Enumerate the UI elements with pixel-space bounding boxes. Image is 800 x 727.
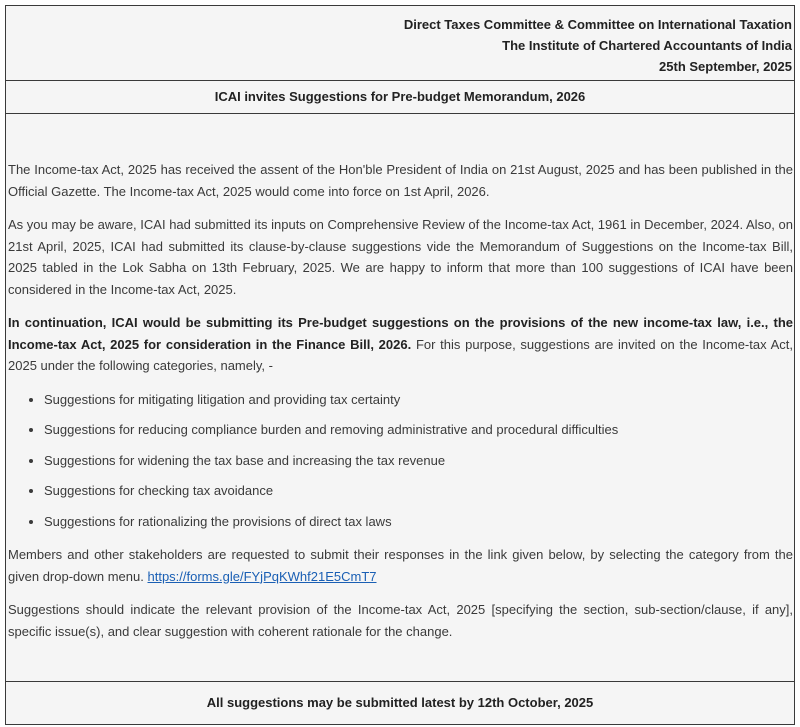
- list-item: • Suggestions for checking tax avoidance: [44, 480, 793, 502]
- list-item: • Suggestions for widening the tax base and increasing the tax revenue: [44, 450, 793, 472]
- paragraph-1: The Income-tax Act, 2025 has received the assent of the Hon'ble President of India on 21st August, 2025 and has been published in the Official Gazette. The Income-tax Act, 2025 would come into force on 1st April, 2026.: [8, 162, 793, 199]
- paragraph-5: Suggestions should indicate the relevant provision of the Income-tax Act, 2025 [specifying the section, sub-section/clause, if any], specific issue(s), and clear suggestion with coherent rationale for the change.: [8, 602, 793, 639]
- list-item: • Suggestions for rationalizing the provisions of direct tax laws: [44, 511, 793, 533]
- form-link[interactable]: https://forms.gle/FYjPqKWhf21E5CmT7: [147, 568, 377, 584]
- deadline-footer: All suggestions may be submitted latest by 12th October, 2025: [6, 682, 795, 725]
- paragraph-4-text: Members and other stakeholders are requested to submit their responses in the link given below, by selecting the category from the given drop-down menu.: [8, 547, 793, 584]
- paragraph-3-rest: For this purpose, suggestions are invited on the Income-tax Act, 2025 under the following categories, namely, -: [8, 336, 793, 373]
- notice-table: [5, 5, 795, 725]
- paragraph-4: [8, 544, 793, 587]
- committee-name: Direct Taxes Committee & Committee on International Taxation: [403, 16, 792, 32]
- notice-body: [6, 114, 795, 682]
- paragraph-3: [8, 312, 793, 377]
- paragraph-3-bold: In continuation, ICAI would be submitting its Pre-budget suggestions on the provisions of the new income-tax law, i.e., the Income-tax Act, 2025 for consideration in the Finance Bill, 2026.: [8, 315, 793, 352]
- category-list: [8, 389, 793, 533]
- list-item: • Suggestions for mitigating litigation and providing tax certainty: [44, 389, 793, 411]
- paragraph-2: As you may be aware, ICAI had submitted its inputs on Comprehensive Review of the Income-tax Act, 1961 in December, 2024. Also, on 21st April, 2025, ICAI had submitted its clause-by-clause suggestions vide the Memorandum of Suggestions on the Income-tax Bill, 2025 tabled in the Lok Sabha on 13th February, 2025. We are happy to inform that more than 100 suggestions of ICAI have been considered in the Income-tax Act, 2025.: [8, 217, 793, 297]
- institute-name: The Institute of Chartered Accountants of India: [502, 37, 792, 53]
- notice-title: ICAI invites Suggestions for Pre-budget Memorandum, 2026: [6, 81, 795, 114]
- list-item: • Suggestions for reducing compliance burden and removing administrative and procedural difficulties: [44, 419, 793, 441]
- notice-date: 25th September, 2025: [659, 58, 792, 74]
- header-block: [6, 6, 795, 81]
